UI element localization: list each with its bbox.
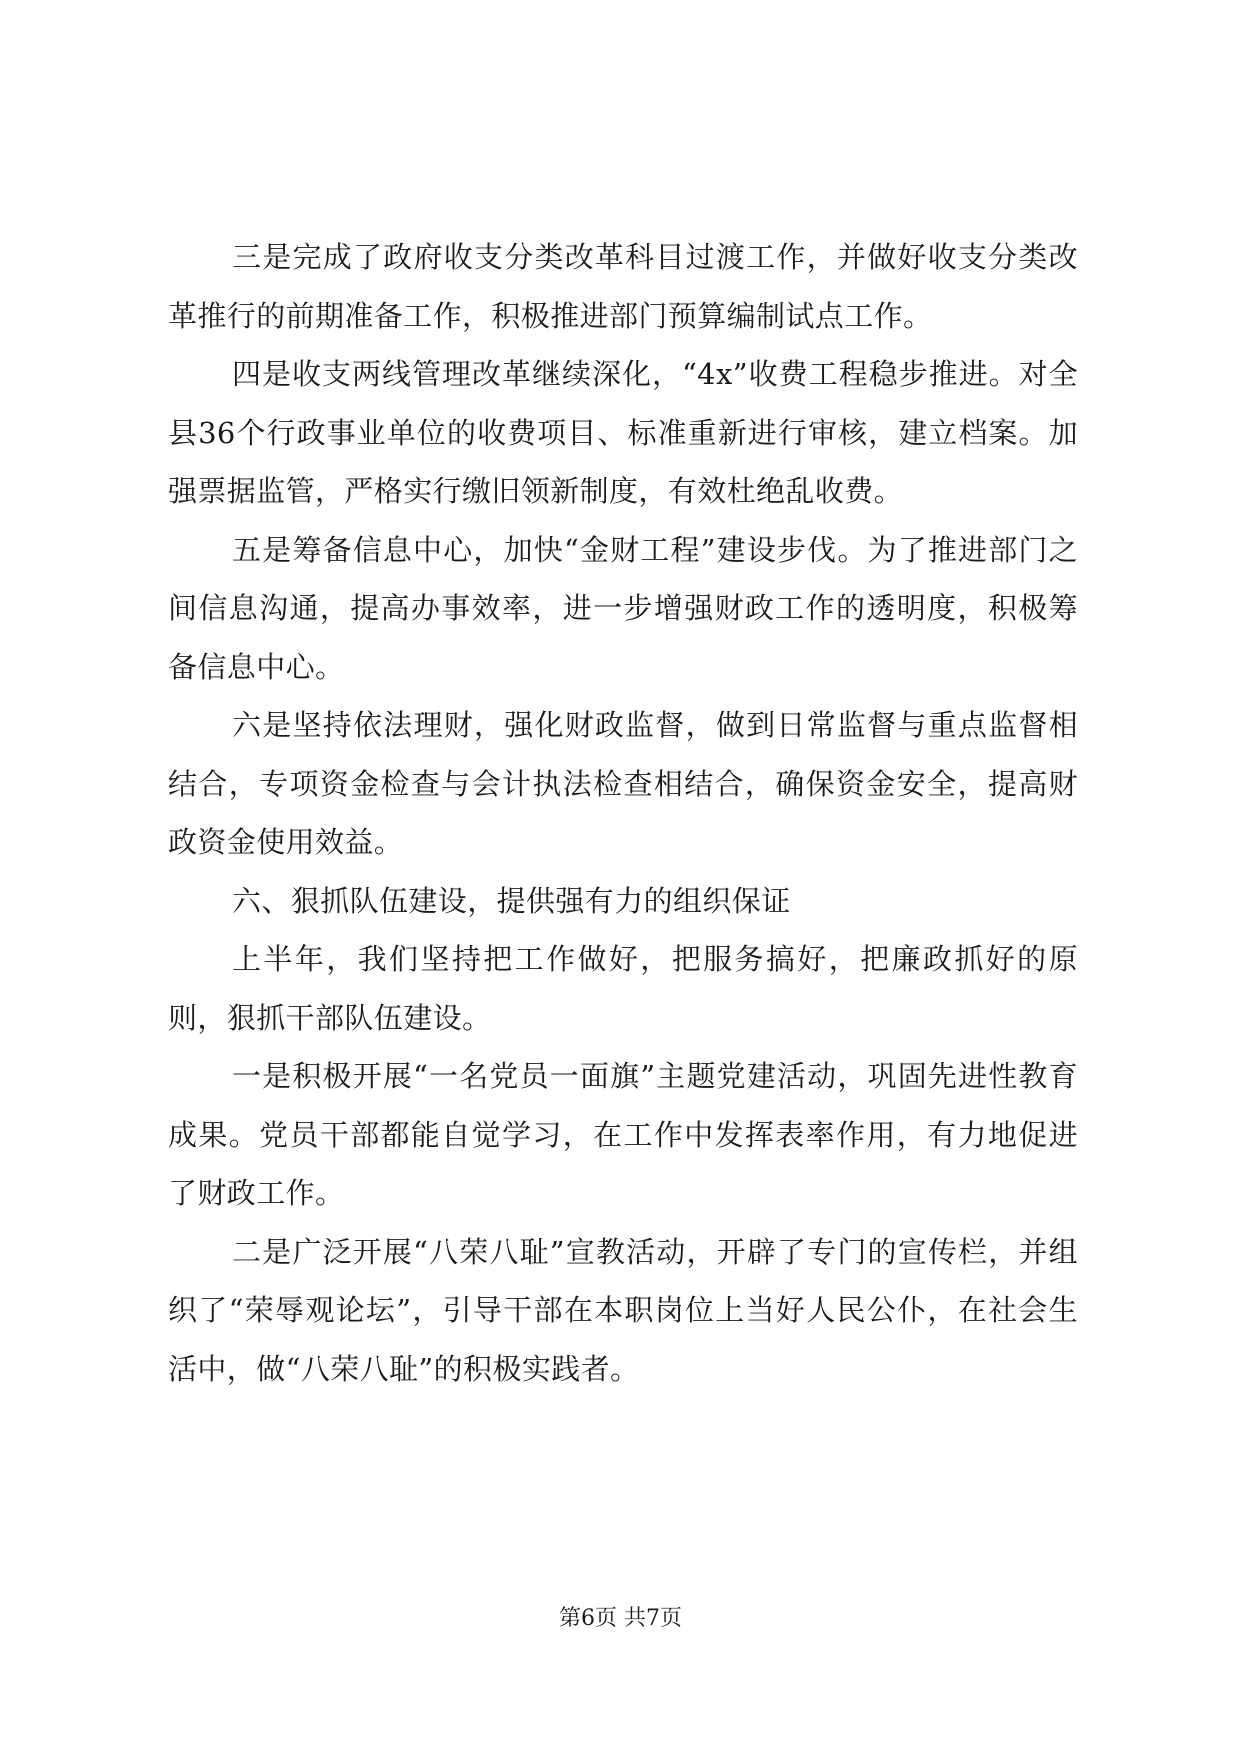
paragraph-intro: 上半年，我们坚持把工作做好，把服务搞好，把廉政抓好的原则，狠抓干部队伍建设。 <box>168 942 1078 1035</box>
page-number-footer: 第6页 共7页 <box>559 1606 682 1631</box>
document-body <box>168 228 1078 1398</box>
section-heading: 六、狠抓队伍建设，提供强有力的组织保证 <box>232 883 791 918</box>
paragraph-item-3: 三是完成了政府收支分类改革科目过渡工作，并做好收支分类改革推行的前期准备工作，积极推进部门预算编制试点工作。 <box>168 240 1078 333</box>
paragraph-item-6: 六是坚持依法理财，强化财政监督，做到日常监督与重点监督相结合，专项资金检查与会计执法检查相结合，确保资金安全，提高财政资金使用效益。 <box>168 708 1078 859</box>
paragraph-item-4: 四是收支两线管理改革继续深化，“4x”收费工程稳步推进。对全县36个行政事业单位的收费项目、标准重新进行审核，建立档案。加强票据监管，严格实行缴旧领新制度，有效杜绝乱收费。 <box>168 357 1078 508</box>
paragraph-item-2: 二是广泛开展“八荣八耻”宣教活动，开辟了专门的宣传栏，并组织了“荣辱观论坛”，引导干部在本职岗位上当好人民公仆，在社会生活中，做“八荣八耻”的积极实践者。 <box>168 1234 1078 1386</box>
paragraph-item-1: 一是积极开展“一名党员一面旗”主题党建活动，巩固先进性教育成果。党员干部都能自觉学习，在工作中发挥表率作用，有力地促进了财政工作。 <box>168 1059 1078 1210</box>
paragraph-item-5: 五是筹备信息中心，加快“金财工程”建设步伐。为了推进部门之间信息沟通，提高办事效率，进一步增强财政工作的透明度，积极筹备信息中心。 <box>168 532 1078 684</box>
